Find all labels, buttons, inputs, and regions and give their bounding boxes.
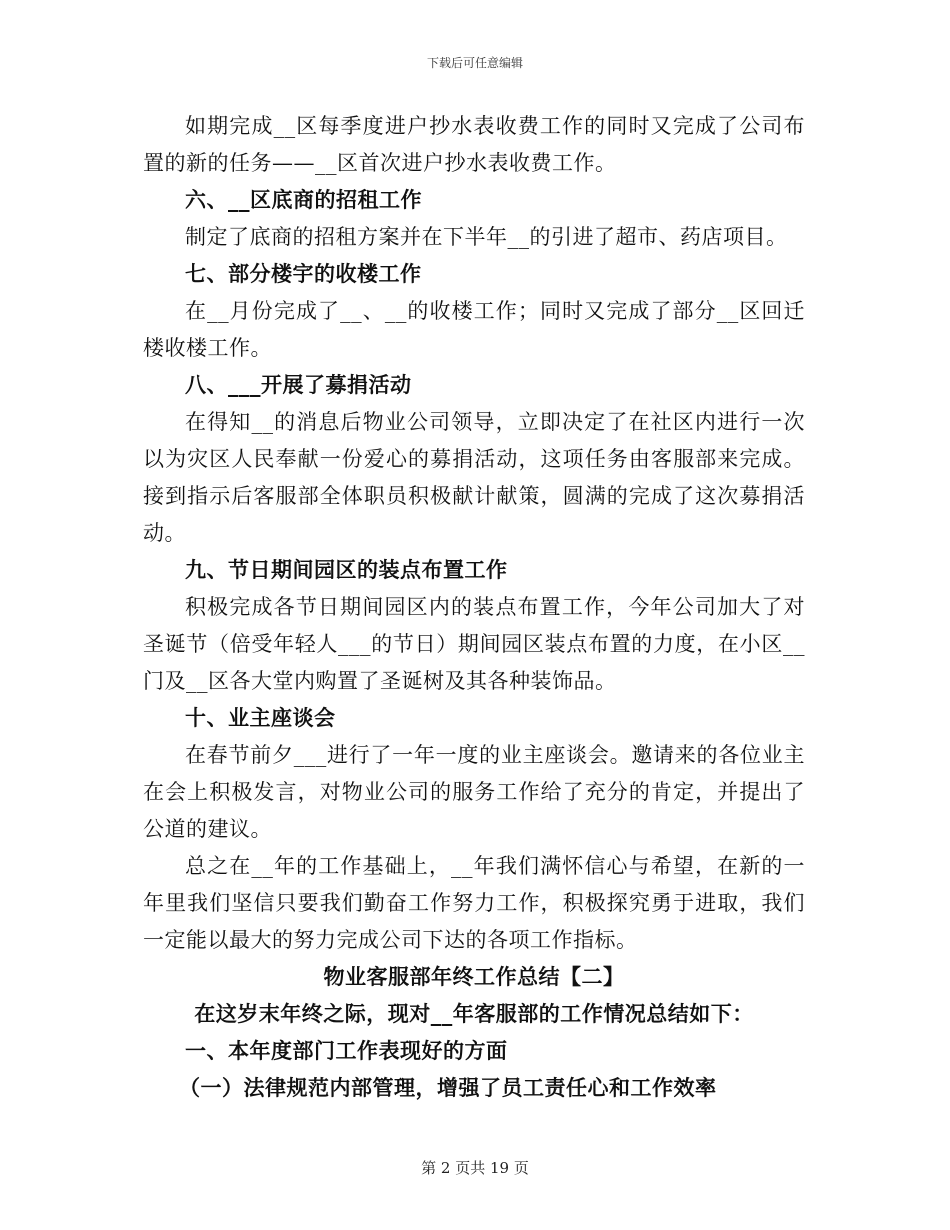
section-heading: 九、节日期间园区的装点布置工作 <box>185 558 508 582</box>
section-heading: 一、本年度部门工作表现好的方面 <box>185 1039 508 1063</box>
section-heading: 六、__区底商的招租工作 <box>185 188 422 212</box>
paragraph: 在得知__的消息后物业公司领导，立即决定了在社区内进行一次以为灾区人民奉献一份爱心的募捐活动，这项任务由客服部来完成。接到指示后客服部全体职员积极献计献策，圆满的完成了这次募捐活动。 <box>143 410 805 545</box>
paragraph: 在春节前夕___进行了一年一度的业主座谈会。邀请来的各位业主在会上积极发言，对物业公司的服务工作给了充分的肯定，并提出了公道的建议。 <box>143 743 805 841</box>
paragraph: 如期完成__区每季度进户抄水表收费工作的同时又完成了公司布置的新的任务——__区首次进户抄水表收费工作。 <box>143 114 805 175</box>
intro-line: 在这岁末年终之际，现对__年客服部的工作情况总结如下： <box>194 1002 754 1026</box>
section-heading: 八、___开展了募捐活动 <box>185 373 412 397</box>
page-number: 第 2 页共 19 页 <box>421 1159 529 1177</box>
document-body <box>143 108 805 1107</box>
paragraph: 总之在__年的工作基础上，__年我们满怀信心与希望，在新的一年里我们坚信只要我们勤奋工作努力工作，积极探究勇于进取，我们一定能以最大的努力完成公司下达的各项工作指标。 <box>143 854 805 952</box>
paragraph: 在__月份完成了__、__的收楼工作；同时又完成了部分__区回迁楼收楼工作。 <box>143 299 805 360</box>
paragraph: 积极完成各节日期间园区内的装点布置工作，今年公司加大了对圣诞节（倍受年轻人___的节日）期间园区装点布置的力度，在小区__门及__区各大堂内购置了圣诞树及其各种装饰品。 <box>143 595 805 693</box>
document-title: 物业客服部年终工作总结【二】 <box>323 965 625 989</box>
section-heading: 七、部分楼宇的收楼工作 <box>185 262 422 286</box>
subsection-heading: （一）法律规范内部管理，增强了员工责任心和工作效率 <box>179 1076 717 1100</box>
section-heading: 十、业主座谈会 <box>185 706 336 730</box>
header-note: 下载后可任意编辑 <box>426 56 523 70</box>
paragraph: 制定了底商的招租方案并在下半年__的引进了超市、药店项目。 <box>185 225 788 249</box>
